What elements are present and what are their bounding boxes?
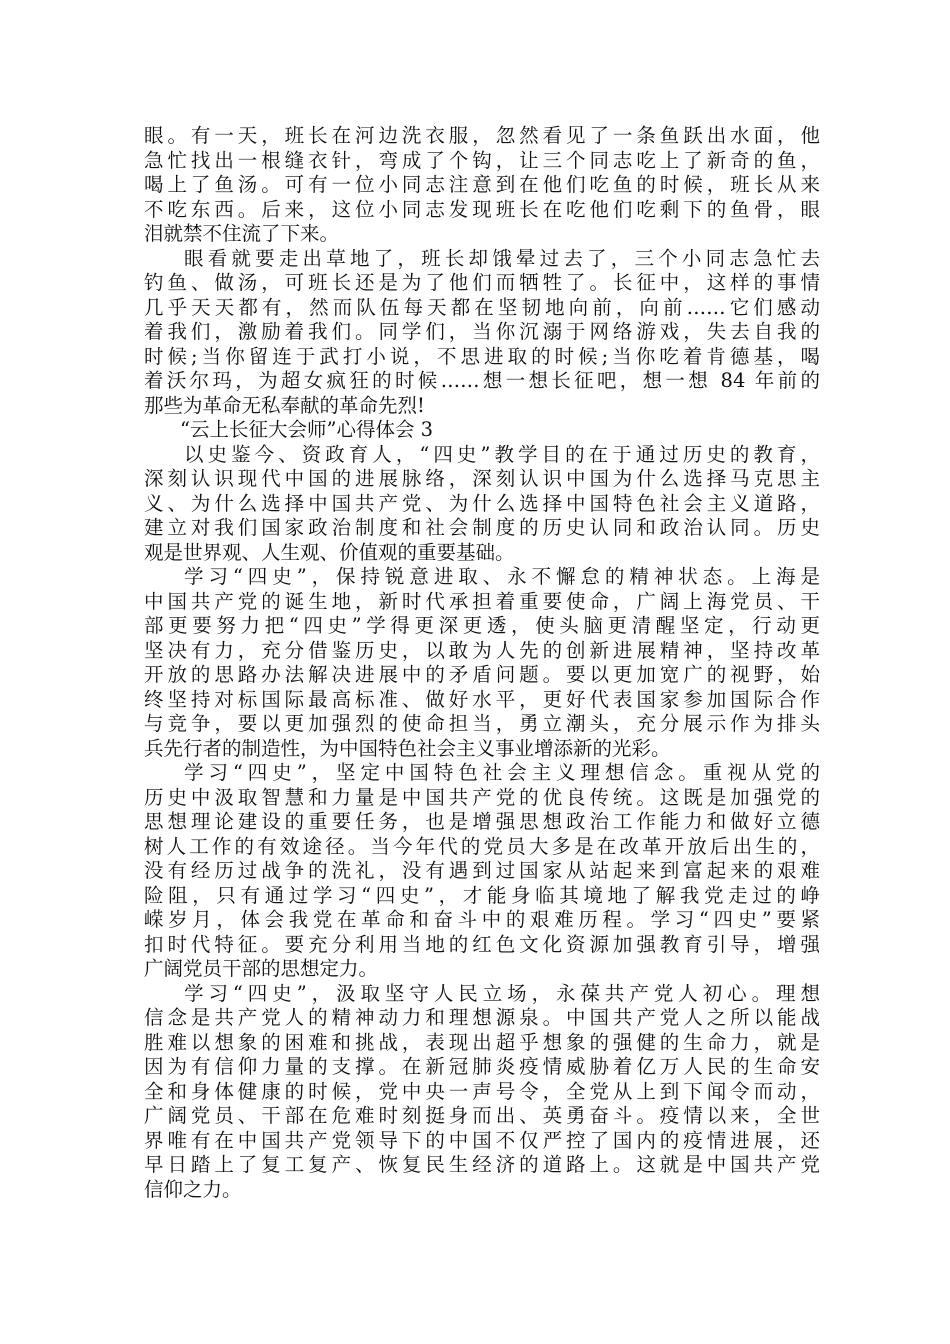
paragraph-line: 兵先行者的制造性，为中国特色社会主义事业增添新的光彩。 — [144, 736, 671, 760]
heading-text: “云上长征大会师”心得体会 3 — [180, 418, 434, 441]
paragraph-line: 学习“四史”，保持锐意进取、永不懈怠的精神状态。上海是 — [184, 565, 820, 588]
paragraph — [144, 443, 820, 566]
paragraph-line: 学习“四史”，汲取坚守人民立场，永葆共产党人初心。理想 — [184, 981, 820, 1005]
paragraph-line: 广阔党员干部的思想定力。 — [144, 957, 379, 980]
paragraph-line: 中国共产党的诞生地，新时代承担着重要使命，广阔上海党员、干 — [144, 589, 820, 613]
paragraph-line: 广阔党员、干部在危难时刻挺身而出、英勇奋斗。疫情以来，全世 — [144, 1104, 820, 1127]
paragraph-line: 时候;当你留连于武打小说，不思进取的时候;当你吃着肯德基，喝 — [144, 344, 820, 368]
paragraph-line: 以史鉴今、资政育人，“四史”教学目的在于通过历史的教育， — [184, 442, 820, 466]
document-page — [144, 124, 820, 1202]
paragraph-line: 不吃东西。后来，这位小同志发现班长在吃他们吃剩下的鱼骨，眼 — [144, 197, 820, 221]
paragraph-line: 泪就禁不住流了下来。 — [144, 222, 340, 245]
paragraph-line: 钓鱼、做汤，可班长还是为了他们而牺牲了。长征中，这样的事情 — [144, 271, 820, 294]
paragraph-line: 学习“四史”，坚定中国特色社会主义理想信念。重视从党的 — [184, 761, 820, 784]
paragraph — [144, 761, 820, 982]
paragraph-line: 与竞争，要以更加强烈的使命担当，勇立潮头，充分展示作为排头 — [144, 712, 820, 735]
paragraph-line: 几乎天天都有，然而队伍每天都在坚韧地向前，向前……它们感动 — [144, 295, 820, 319]
paragraph-line: 胜难以想象的困难和挑战，表现出超乎想象的强健的生命力，就是 — [144, 1030, 820, 1054]
paragraph-line: 树人工作的有效途径。当今年代的党员大多是在改革开放后出生的， — [144, 834, 820, 858]
paragraph-line: 全和身体健康的时候，党中央一声号令，全党从上到下闻令而动， — [144, 1079, 820, 1103]
paragraph-line: 部更要努力把“四史”学得更深更透，使头脑更清醒坚定，行动更 — [144, 614, 820, 637]
paragraph-line: 思想理论建设的重要任务，也是增强思想政治工作能力和做好立德 — [144, 810, 820, 833]
paragraph-line: 界唯有在中国共产党领导下的中国不仅严控了国内的疫情进展，还 — [144, 1128, 820, 1152]
paragraph — [144, 124, 820, 247]
paragraph-line: 急忙找出一根缝衣针，弯成了个钩，让三个同志吃上了新奇的鱼， — [144, 148, 820, 172]
paragraph-line: 着我们，激励着我们。同学们，当你沉溺于网络游戏，失去自我的 — [144, 320, 820, 343]
paragraph-line: 深刻认识现代中国的进展脉络，深刻认识中国为什么选择马克思主 — [144, 467, 820, 490]
paragraph-line: 信念是共产党人的精神动力和理想源泉。中国共产党人之所以能战 — [144, 1006, 820, 1029]
paragraph-line: 喝上了鱼汤。可有一位小同志注意到在他们吃鱼的时候，班长从来 — [144, 173, 820, 196]
paragraph-line: 建立对我们国家政治制度和社会制度的历史认同和政治认同。历史 — [144, 516, 820, 539]
paragraph-line: 着沃尔玛，为超女疯狂的时候……想一想长征吧，想一想 84 年前的 — [144, 369, 820, 392]
paragraph — [144, 982, 820, 1203]
paragraph-line: 开放的思路办法解决进展中的矛盾问题。要以更加宽广的视野，始 — [144, 663, 820, 686]
paragraph-line: 历史中汲取智慧和力量是中国共产党的优良传统。这既是加强党的 — [144, 785, 820, 809]
paragraph-line: 坚决有力，充分借鉴历史，以敢为人先的创新进展精神，坚持改革 — [144, 638, 820, 662]
paragraph-line: 观是世界观、人生观、价值观的重要基础。 — [144, 540, 515, 564]
paragraph-line: 终坚持对标国际最高标准、做好水平，更好代表国家参加国际合作 — [144, 687, 820, 711]
paragraph-line: 眼看就要走出草地了，班长却饿晕过去了，三个小同志急忙去 — [184, 246, 820, 270]
paragraph-line: 嵘岁月，体会我党在革命和奋斗中的艰难历程。学习“四史”要紧 — [144, 908, 820, 931]
paragraph-line: 没有经历过战争的洗礼，没有遇到过国家从站起来到富起来的艰难 — [144, 859, 820, 882]
paragraph-line: 信仰之力。 — [144, 1177, 242, 1201]
section-heading — [144, 418, 820, 443]
paragraph-line: 那些为革命无私奉献的革命先烈! — [144, 393, 425, 417]
paragraph — [144, 565, 820, 761]
paragraph — [144, 247, 820, 419]
paragraph-line: 险阻，只有通过学习“四史”，才能身临其境地了解我党走过的峥 — [144, 883, 820, 907]
paragraph-line: 眼。有一天，班长在河边洗衣服，忽然看见了一条鱼跃出水面，他 — [144, 124, 820, 147]
paragraph-line: 早日踏上了复工复产、恢复民生经济的道路上。这就是中国共产党 — [144, 1153, 820, 1176]
paragraph-line: 扣时代特征。要充分利用当地的红色文化资源加强教育引导，增强 — [144, 932, 820, 956]
paragraph-line: 因为有信仰力量的支撑。在新冠肺炎疫情威胁着亿万人民的生命安 — [144, 1055, 820, 1078]
paragraph-line: 义、为什么选择中国共产党、为什么选择中国特色社会主义道路， — [144, 491, 820, 515]
